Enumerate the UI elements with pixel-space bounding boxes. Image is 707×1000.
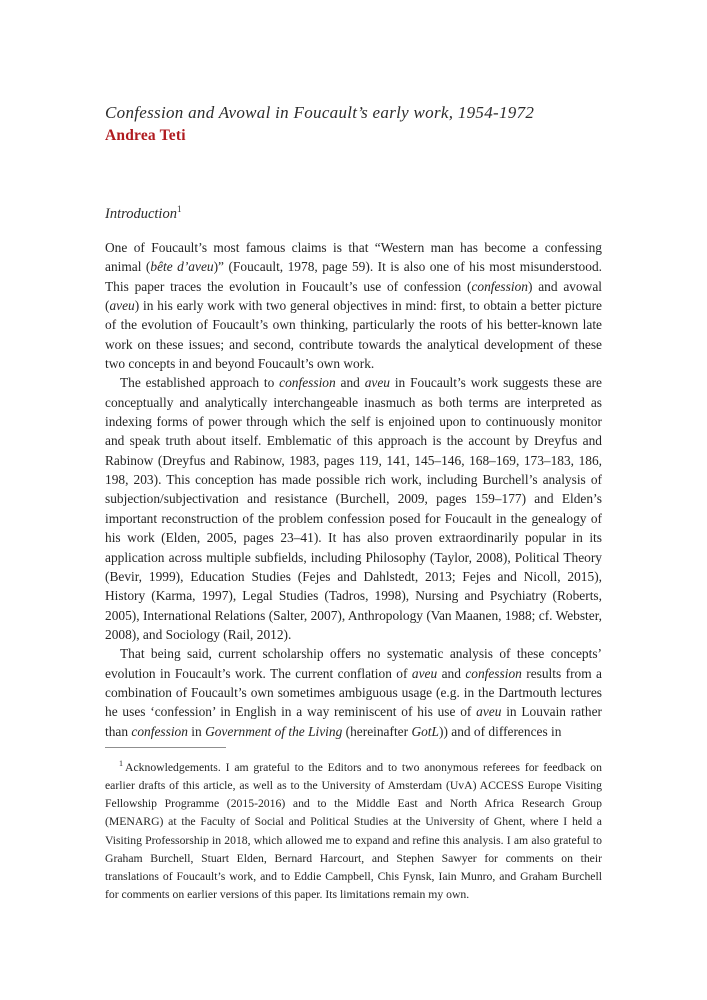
footnote xyxy=(105,759,602,904)
body-text xyxy=(105,238,602,741)
author-name: Andrea Teti xyxy=(105,127,186,144)
paragraph: That being said, current scholarship offers no systematic analysis of these concepts’ evolution in Foucault’s work. The current conflation of aveu and confession results from a combination of Foucault’s own sometimes ambiguous usage (e.g. in the Dartmouth lectures he uses ‘confession’ in English in a way reminiscent of his use of aveu in Louvain rather than confession in Government of the Living (hereinafter GotL)) and of differences in xyxy=(105,646,603,739)
footnote-ref-marker: 1 xyxy=(176,204,182,215)
paragraph: One of Foucault’s most famous claims is that “Western man has become a confessing animal (bête d’aveu)” (Foucault, 1978, page 59). It is also one of his most misunderstood. This paper traces the evolution in Foucault’s use of confession (confession) and avowal (aveu) in his early work with two general objectives in mind: first, to obtain a better picture of the evolution of Foucault’s own thinking, particularly the roots of his better-known late work on these issues; and second, contribute towards the analytical development of these two concepts in and beyond Foucault’s own work. xyxy=(105,240,602,372)
footnote-separator-rule xyxy=(105,747,226,748)
section-heading xyxy=(105,206,181,223)
paper-title: Confession and Avowal in Foucault’s early work, 1954-1972 xyxy=(105,103,535,122)
paragraph: The established approach to confession and aveu in Foucault’s work suggests these are conceptually and analytically interchangeable inasmuch as both terms are interpreted as indexing forms of power through which the self is enjoined upon to continuously monitor and speak truth about itself. Emblematic of this approach is the account by Dreyfus and Rabinow (Dreyfus and Rabinow, 1983, pages 119, 141, 145–146, 168–169, 173–183, 186, 198, 203). This conception has made possible rich work, including Burchell’s analysis of subjection/subjectivation and resistance (Burchell, 2009, pages 159–177) and Elden’s important reconstruction of the problem confession posed for Foucault in the genealogy of his work (Elden, 2005, pages 23–41). It has also proven extraordinarily popular in its application across multiple subfields, including Philosophy (Taylor, 2008), Political Theory (Bevir, 1999), Education Studies (Fejes and Dahlstedt, 2013; Fejes and Nicoll, 2015), History (Karma, 1997), Legal Studies (Tadros, 1998), Nursing and Psychiatry (Roberts, 2005), International Relations (Salter, 2007), Anthropology (Van Maanen, 1988; cf. Webster, 2008), and Sociology (Rail, 2012). xyxy=(105,375,603,642)
section-heading-label: Introduction xyxy=(105,206,177,222)
footnote-text: Acknowledgements. I am grateful to the Editors and to two anonymous referees for feedback on earlier drafts of this article, as well as to the University of Amsterdam (UvA) ACCESS Europe Visiting Fellowship Programme (2015-2016) and to the Middle East and North Africa Research Group (MENARG) at the Faculty of Social and Political Studies at the University of Ghent, where I held a Visiting Professorship in 2018, which allowed me to expand and refine this analysis. I am also grateful to Graham Burchell, Stuart Elden, Bernard Harcourt, and Stephen Sawyer for comments on their translations of Foucault’s work, and to Eddie Campbell, Chis Fynsk, Iain Munro, and Graham Burchell for comments on earlier versions of this paper. Its limitations remain my own. xyxy=(105,761,602,902)
footnote-number: 1 xyxy=(119,759,123,769)
